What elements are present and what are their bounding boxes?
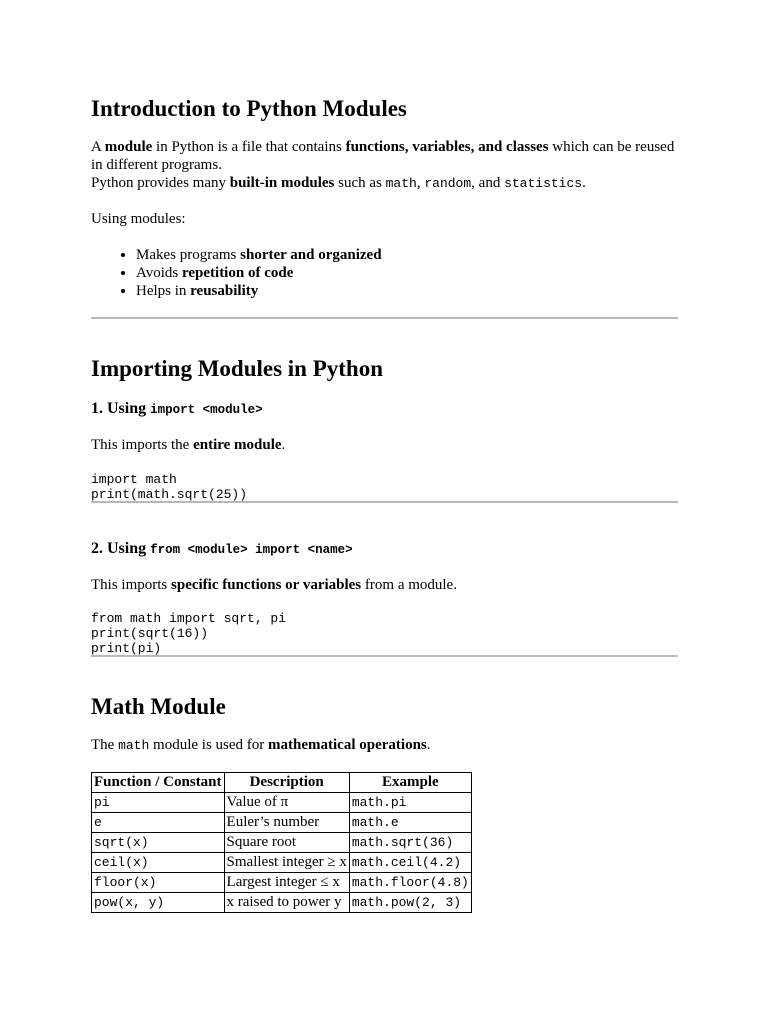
math-desc: The math module is used for mathematical operations. bbox=[91, 737, 431, 753]
header-example: Example bbox=[349, 773, 471, 793]
section-2-heading: 2. Using from <module> import <name> bbox=[91, 540, 353, 557]
code-block-2: from math import sqrt, pi print(sqrt(16)) print(pi) bbox=[91, 611, 287, 656]
bold-module: module bbox=[104, 139, 153, 155]
math-title: Math Module bbox=[91, 694, 226, 719]
code-block-1: import math print(math.sqrt(25)) bbox=[91, 472, 248, 502]
divider bbox=[91, 501, 678, 503]
list-item: • Makes programs shorter and organized bbox=[136, 246, 382, 264]
header-description: Description bbox=[224, 773, 349, 793]
header-function: Function / Constant bbox=[92, 773, 225, 793]
section-2-desc: This imports specific functions or variables from a module. bbox=[91, 577, 457, 593]
divider bbox=[91, 655, 678, 657]
list-item: • Helps in reusability bbox=[136, 282, 382, 300]
math-functions-table bbox=[91, 772, 472, 913]
bold-functions: functions, variables, and classes bbox=[345, 139, 549, 155]
code-statistics: statistics bbox=[504, 176, 583, 191]
table-row: pi Value of π math.pi bbox=[92, 793, 472, 813]
bold-builtin: built-in modules bbox=[229, 175, 335, 191]
table-row: pow(x, y) x raised to power y math.pow(2, 3) bbox=[92, 893, 472, 913]
table-row: sqrt(x) Square root math.sqrt(36) bbox=[92, 833, 472, 853]
code-math: math bbox=[118, 738, 150, 753]
table-row: e Euler’s number math.e bbox=[92, 813, 472, 833]
divider bbox=[91, 317, 678, 319]
section-1-heading: 1. Using import <module> bbox=[91, 400, 263, 417]
table-header-row bbox=[92, 773, 472, 793]
section-1-desc: This imports the entire module. bbox=[91, 437, 286, 453]
intro-paragraph-1: A module in Python is a file that contains functions, variables, and classes which can be reused in different programs. bbox=[91, 139, 675, 173]
intro-title: Introduction to Python Modules bbox=[91, 96, 407, 121]
benefits-list bbox=[91, 246, 382, 300]
table-row: floor(x) Largest integer ≤ x math.floor(4.8) bbox=[92, 873, 472, 893]
list-item: • Avoids repetition of code bbox=[136, 264, 382, 282]
table-row: ceil(x) Smallest integer ≥ x math.ceil(4.2) bbox=[92, 853, 472, 873]
code-random: random bbox=[424, 176, 472, 191]
using-modules-label: Using modules: bbox=[91, 211, 186, 227]
intro-paragraph-2: Python provides many built-in modules such as math, random, and statistics. bbox=[91, 175, 586, 191]
importing-title: Importing Modules in Python bbox=[91, 356, 384, 381]
code-math: math bbox=[385, 176, 417, 191]
